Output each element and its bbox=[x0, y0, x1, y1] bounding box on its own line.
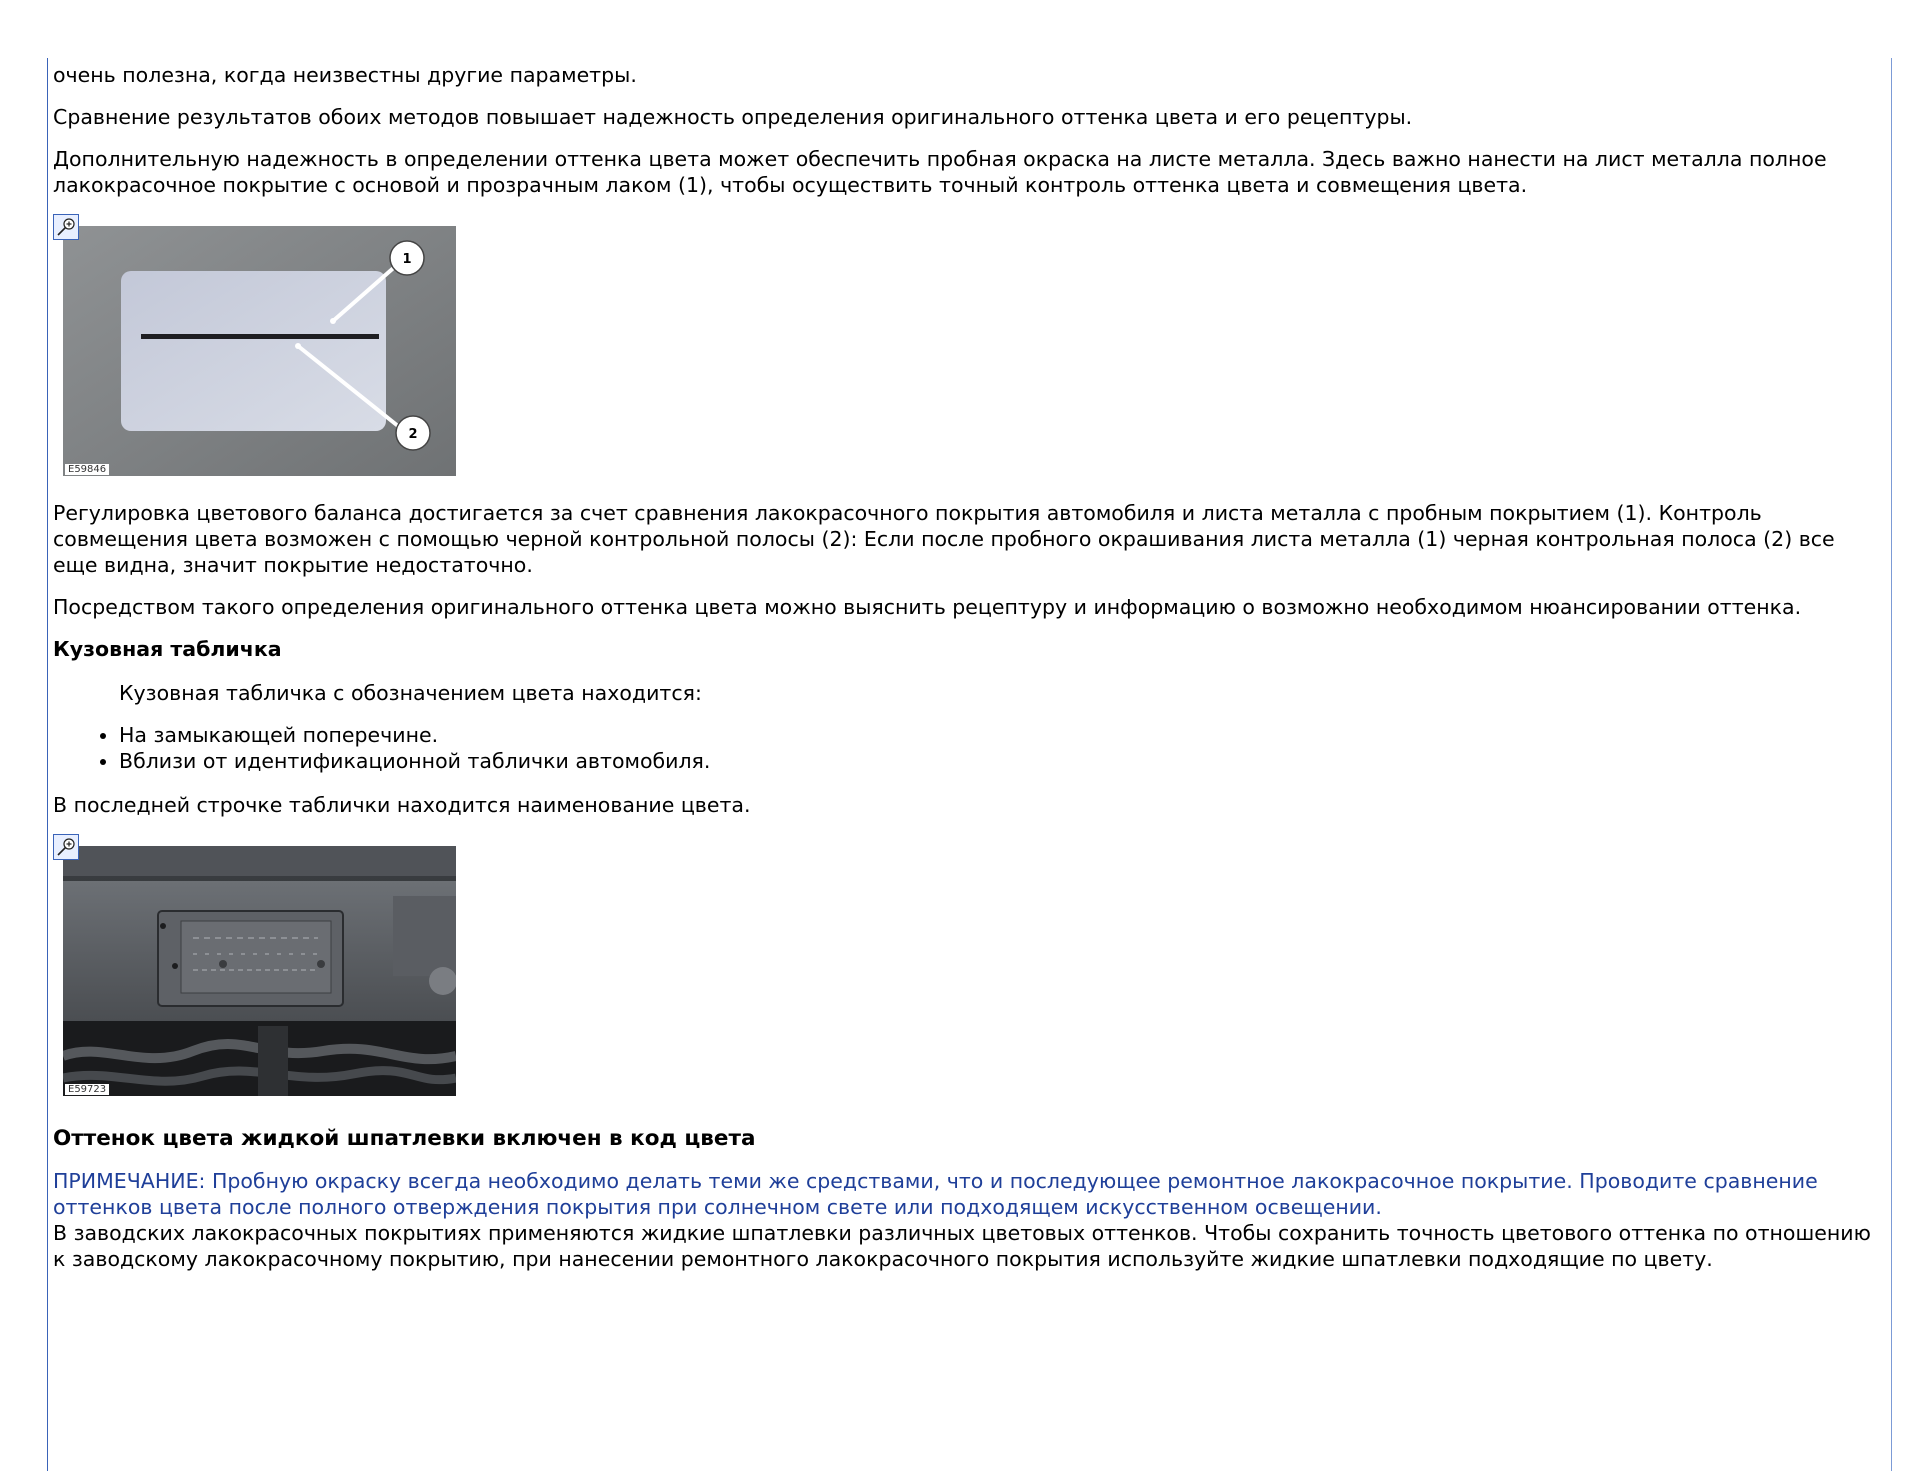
zoom-in-icon[interactable] bbox=[53, 834, 79, 860]
paragraph-method-comparison: Сравнение результатов обоих методов повышает надежность определения оригинального оттенка цвета и его рецептуры. bbox=[53, 105, 1413, 129]
section-heading-filler: Оттенок цвета жидкой шпатлевки включен в код цвета bbox=[53, 1126, 756, 1151]
body-plate-intro: Кузовная табличка с обозначением цвета находится: bbox=[119, 681, 702, 705]
paragraph-color-name-line: В последней строчке таблички находится наименование цвета. bbox=[53, 793, 751, 817]
callout-1: 1 bbox=[402, 252, 412, 267]
figure-label: E59846 bbox=[65, 464, 109, 475]
paragraph-intro-fragment: очень полезна, когда неизвестны другие параметры. bbox=[53, 63, 637, 87]
test-panel-image bbox=[63, 226, 456, 476]
list-item: • Вблизи от идентификационной таблички автомобиля. bbox=[119, 748, 1883, 774]
zoom-in-icon[interactable] bbox=[53, 214, 79, 240]
right-border-rule bbox=[1891, 58, 1892, 1471]
note-text: ПРИМЕЧАНИЕ: Пробную окраску всегда необходимо делать теми же средствами, что и последующее ремонтное лакокрасочное покрытие. Проводите сравнение оттенков цвета после полного отверждения покрытия при солнечном свете или подходящем искусственном освещении. bbox=[53, 1169, 1818, 1219]
figure-label: E59723 bbox=[65, 1084, 109, 1095]
document-content bbox=[53, 62, 1883, 1288]
callout-2: 2 bbox=[408, 427, 418, 442]
section-heading-body-plate: Кузовная табличка bbox=[53, 637, 282, 661]
paragraph-color-balance: Регулировка цветового баланса достигается за счет сравнения лакокрасочного покрытия автомобиля и листа металла с пробным покрытием (1). Контроль совмещения цвета возможен с помощью черной контрольной полосы (2): Если после пробного окрашивания листа металла (1) черная контрольная полоса (2) все еще видна, значит покрытие недостаточно. bbox=[53, 501, 1835, 577]
figure-body-plate bbox=[53, 834, 1883, 1102]
list-item: • На замыкающей поперечине. bbox=[119, 722, 1883, 748]
paragraph-test-panel: Дополнительную надежность в определении оттенка цвета может обеспечить пробная окраска на листе металла. Здесь важно нанести на лист металла полное лакокрасочное покрытие с основой и прозрачным лаком (1), чтобы осуществить точный контроль оттенка цвета и совмещения цвета. bbox=[53, 147, 1827, 197]
left-border-rule bbox=[47, 58, 48, 1471]
paragraph-factory-filler: В заводских лакокрасочных покрытиях применяются жидкие шпатлевки различных цветовых оттенков. Чтобы сохранить точность цветового оттенка по отношению к заводскому лакокрасочному покрытию, при нанесении ремонтного лакокрасочного покрытия используйте жидкие шпатлевки подходящие по цвету. bbox=[53, 1221, 1871, 1271]
paragraph-formula: Посредством такого определения оригинального оттенка цвета можно выяснить рецептуру и информацию о возможно необходимом нюансировании оттенка. bbox=[53, 595, 1802, 619]
body-plate-image bbox=[63, 846, 456, 1096]
figure-test-panel bbox=[53, 214, 1883, 482]
body-plate-location-list bbox=[53, 722, 1883, 774]
